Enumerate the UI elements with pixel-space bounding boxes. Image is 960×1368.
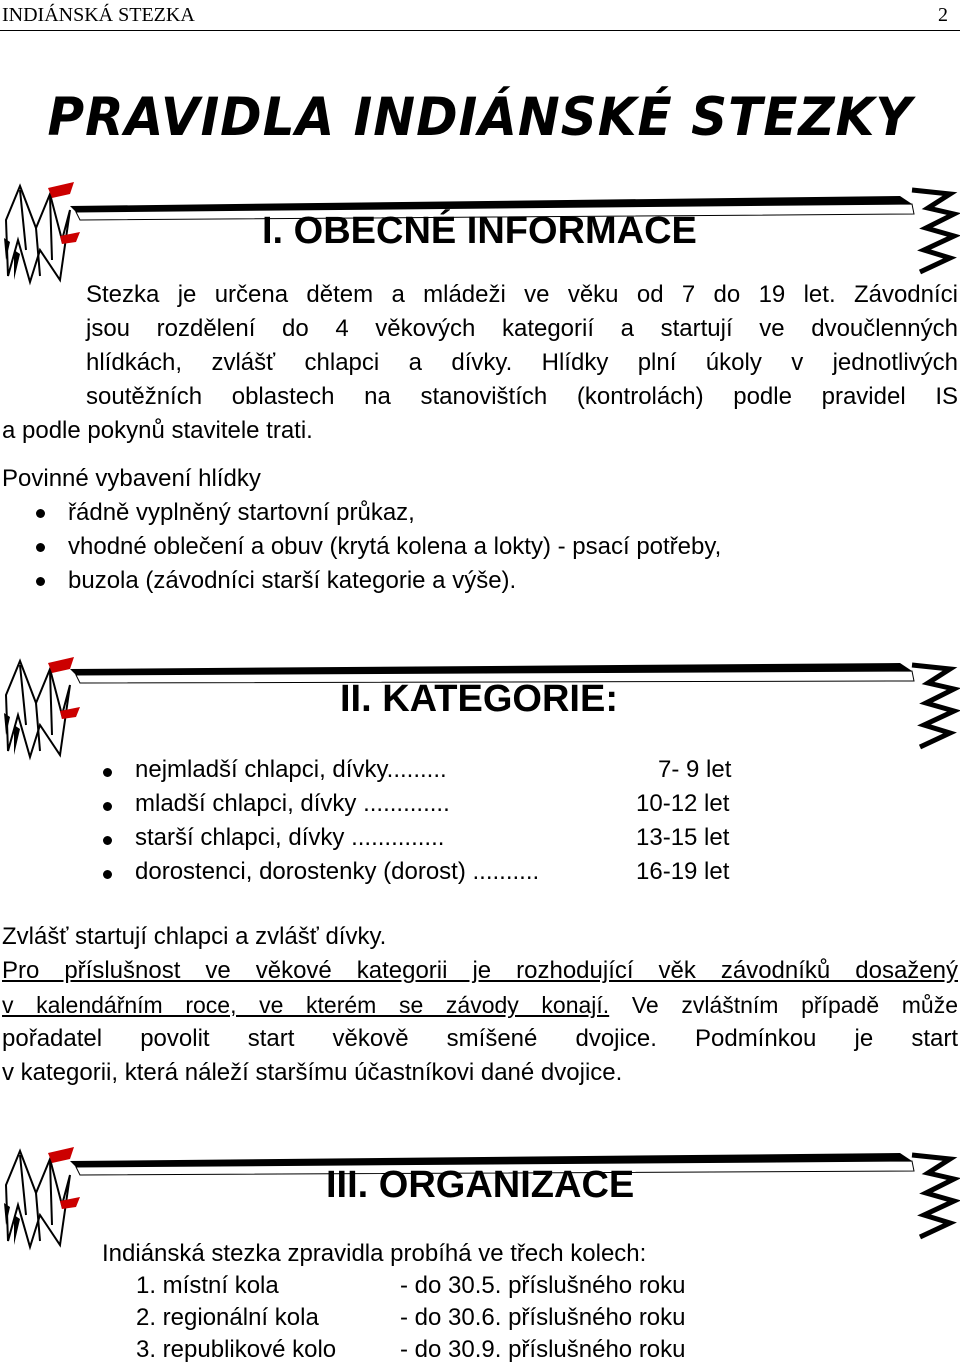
category-age: 10-12 let: [636, 790, 730, 817]
bullet-icon: [103, 836, 112, 845]
category-row: [135, 824, 444, 852]
zigzag-lightning-icon: [912, 1155, 954, 1237]
category-row: [135, 858, 539, 886]
category-name: nejmladší chlapci, dívky.........: [135, 756, 447, 783]
category-rule-line: pořadatel povolit start věkově smíšené dvojice. Podmínkou je start: [2, 1025, 958, 1052]
bullet-icon: [103, 768, 112, 777]
zigzag-lightning-icon: [912, 190, 954, 272]
section-1-paragraph-line: hlídkách, zvlášť chlapci a dívky. Hlídky plní úkoly v jednotlivých: [86, 349, 958, 376]
page-header: [0, 0, 960, 31]
category-name: starší chlapci, dívky ..............: [135, 824, 445, 851]
feather-headdress-icon: [4, 657, 80, 757]
category-rule-underlined: v kalendářním roce, ve kterém se závody konají.: [2, 992, 610, 1018]
section-2-heading: II. KATEGORIE:: [340, 678, 618, 720]
round-deadline: - do 30.5. příslušného roku: [400, 1272, 686, 1299]
category-row: [135, 790, 450, 818]
bullet-icon: [103, 802, 112, 811]
category-note: Zvlášť startují chlapci a zvlášť dívky.: [2, 923, 387, 950]
category-rule-underlined: Pro příslušnost ve věkové kategorii je rozhodující věk závodníků dosažený: [2, 957, 958, 984]
round-name: 3. republikové kolo: [136, 1336, 337, 1363]
category-rule-line: v kategorii, která náleží staršímu účastníkovi dané dvojice.: [2, 1059, 623, 1086]
section-3-heading: III. ORGANIZACE: [326, 1164, 635, 1206]
section-1-paragraph-line: Stezka je určena dětem a mládeži ve věku od 7 do 19 let. Závodníci: [86, 281, 958, 308]
round-name: 2. regionální kola: [136, 1304, 319, 1331]
round-deadline: - do 30.9. příslušného roku: [400, 1336, 686, 1363]
page-number: 2: [938, 4, 948, 26]
category-row: [135, 756, 447, 784]
section-1-paragraph-line: a podle pokynů stavitele trati.: [2, 417, 313, 444]
round-name: 1. místní kola: [136, 1272, 279, 1299]
section-1-paragraph-line: jsou rozdělení do 4 věkových kategorií a startují ve dvoučlenných: [86, 315, 958, 342]
category-rule-line: [2, 988, 958, 1022]
category-rule-text: Ve zvláštním případě může: [609, 992, 958, 1018]
category-name: mladší chlapci, dívky .............: [135, 790, 450, 817]
list-item: řádně vyplněný startovní průkaz,: [68, 496, 721, 530]
category-name: dorostenci, dorostenky (dorost) ..........: [135, 858, 540, 885]
equipment-title: Povinné vybavení hlídky: [2, 465, 261, 492]
list-item: buzola (závodníci starší kategorie a výše).: [68, 564, 721, 598]
round-deadline: - do 30.6. příslušného roku: [400, 1304, 686, 1331]
category-age: 13-15 let: [636, 824, 730, 851]
zigzag-lightning-icon: [912, 665, 954, 747]
category-age: 16-19 let: [636, 858, 730, 885]
equipment-list: [68, 496, 721, 598]
organization-intro: Indiánská stezka zpravidla probíhá ve třech kolech:: [102, 1240, 647, 1267]
bullet-icon: [103, 870, 112, 879]
feather-headdress-icon: [4, 182, 80, 282]
list-item: vhodné oblečení a obuv (krytá kolena a lokty) - psací potřeby,: [68, 530, 721, 564]
header-title: INDIÁNSKÁ STEZKA: [2, 4, 195, 26]
section-1-paragraph-line: soutěžních oblastech na stanovištích (kontrolách) podle pravidel IS: [86, 383, 958, 410]
category-age: 7- 9 let: [658, 756, 732, 783]
feather-headdress-icon: [4, 1147, 80, 1247]
section-1-heading: I. OBECNÉ INFORMACE: [262, 210, 697, 252]
main-title: PRAVIDLA INDIÁNSKÉ STEZKY: [47, 86, 913, 148]
